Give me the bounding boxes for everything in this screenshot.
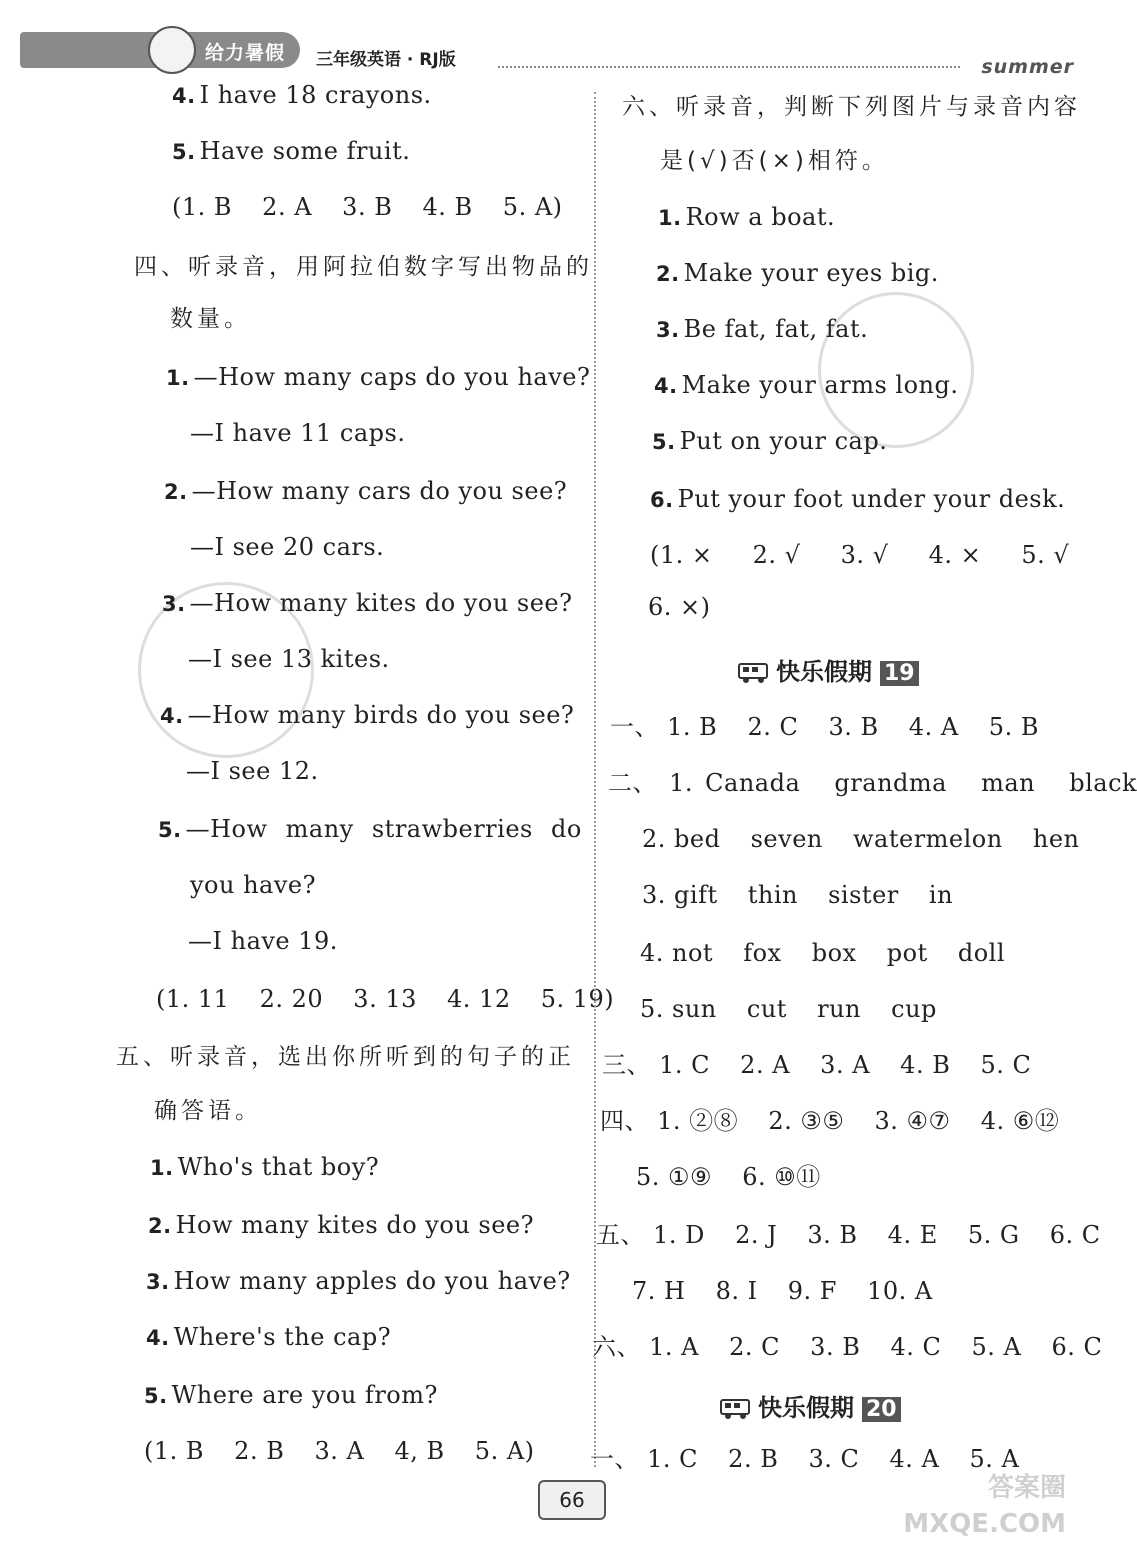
answer-row: 一、 1. B 2. C 3. B 4. A 5. B	[610, 713, 1039, 741]
list-item: you have?	[190, 871, 316, 899]
list-item: —I see 13 kites.	[188, 645, 390, 673]
list-item: 4. I have 18 crayons.	[172, 81, 432, 109]
list-item: 6. Put your foot under your desk.	[650, 485, 1066, 513]
list-item: 5. Put on your cap.	[652, 427, 888, 455]
header-subtitle: 三年级英语 · RJ版	[316, 50, 456, 70]
right-column	[540, 0, 1137, 1548]
list-item: 1. Who's that boy?	[150, 1153, 380, 1181]
list-item: 2. How many kites do you see?	[148, 1211, 534, 1239]
answer-row: 7. H 8. I 9. F 10. A	[632, 1277, 933, 1305]
list-item: —I see 20 cars.	[190, 533, 385, 561]
answer-row: 3. gift thin sister in	[642, 881, 954, 909]
bus-icon	[738, 662, 770, 684]
answer-row: 四、 1. ②⑧ 2. ③⑤ 3. ④⑦ 4. ⑥⑫	[600, 1107, 1060, 1135]
answer-row: 5. sun cut run cup	[640, 995, 937, 1023]
list-item: 2. Make your eyes big.	[656, 259, 939, 287]
list-item: 4. —How many birds do you see?	[160, 701, 575, 729]
section-title: 五、听录音，选出你所听到的句子的正	[116, 1044, 575, 1070]
list-item: —I see 12.	[186, 757, 319, 785]
list-item: 3. Be fat, fat, fat.	[656, 315, 869, 343]
list-item: 5. —How many strawberries do	[158, 815, 582, 843]
header-brand: 给力暑假	[205, 42, 286, 64]
answer-row: (1. B 2. B 3. A 4, B 5. A)	[144, 1437, 535, 1465]
list-item: 5. Where are you from?	[144, 1381, 438, 1409]
section-title: 数量。	[170, 306, 251, 332]
watermark-line: MXQE.COM	[903, 1509, 1066, 1539]
list-item: —I have 19.	[188, 927, 338, 955]
header-summer-logo: summer	[981, 56, 1074, 78]
answer-row: 6. ×)	[648, 593, 711, 621]
answer-row: (1. × 2. √ 3. √ 4. × 5. √	[650, 541, 1070, 569]
page-number: 66	[538, 1480, 606, 1520]
list-item: 3. How many apples do you have?	[146, 1267, 571, 1295]
section-title: 四、听录音，用阿拉伯数字写出物品的	[134, 254, 593, 280]
list-item: 3. —How many kites do you see?	[162, 589, 573, 617]
section-title: 确答语。	[154, 1098, 262, 1124]
list-item: 1. Row a boat.	[658, 203, 836, 231]
answer-row: 六、 1. A 2. C 3. B 4. C 5. A 6. C	[592, 1333, 1103, 1361]
list-item: —I have 11 caps.	[190, 419, 406, 447]
site-watermark	[903, 1470, 1066, 1542]
answer-row: 2. bed seven watermelon hen	[642, 825, 1080, 853]
list-item: 4. Make your arms long.	[654, 371, 959, 399]
answer-row: 二、 1. Canada grandma man black	[608, 769, 1137, 797]
section-title: 六、听录音，判断下列图片与录音内容	[622, 94, 1081, 120]
watermark-line: 答案圈	[987, 1473, 1066, 1503]
list-item: 5. Have some fruit.	[172, 137, 411, 165]
list-item: 2. —How many cars do you see?	[164, 477, 568, 505]
answer-row: (1. 11 2. 20 3. 13 4. 12 5. 19)	[156, 985, 615, 1013]
answer-row: 三、 1. C 2. A 3. A 4. B 5. C	[602, 1051, 1032, 1079]
answer-row: 一、 1. C 2. B 3. C 4. A 5. A	[590, 1445, 1020, 1473]
answer-row: 五、 1. D 2. J 3. B 4. E 5. G 6. C	[596, 1221, 1101, 1249]
answer-row: (1. B 2. A 3. B 4. B 5. A)	[172, 193, 563, 221]
answer-row: 5. ①⑨ 6. ⑩⑪	[636, 1163, 821, 1191]
section-heading-holiday-20: 快乐假期 20	[720, 1388, 901, 1423]
section-heading-holiday-19: 快乐假期 19	[738, 652, 919, 687]
list-item: 1. —How many caps do you have?	[166, 363, 591, 391]
bus-icon	[720, 1398, 752, 1420]
answer-row: 4. not fox box pot doll	[640, 939, 1006, 967]
section-title: 是(√)否(×)相符。	[660, 148, 889, 174]
list-item: 4. Where's the cap?	[146, 1323, 392, 1351]
